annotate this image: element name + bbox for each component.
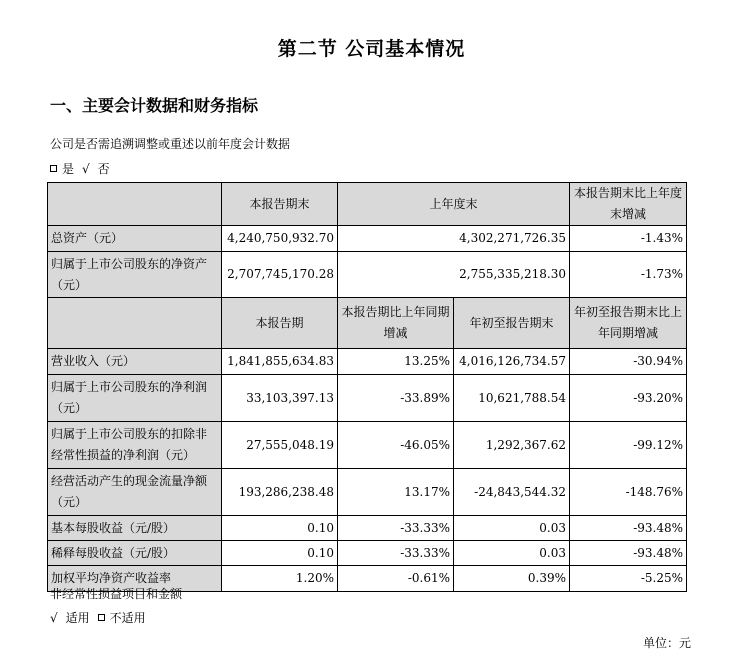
- page-title: 第二节 公司基本情况: [277, 38, 466, 60]
- applicable-label: 适用: [65, 611, 90, 625]
- table-cell: 13.25%: [338, 349, 454, 375]
- unit-label: 单位：元: [642, 636, 691, 650]
- restatement-question: 公司是否需追溯调整或重述以前年度会计数据: [50, 137, 291, 151]
- row-label: 稀释每股收益（元/股）: [48, 541, 222, 566]
- check-mark-icon: √: [82, 162, 90, 176]
- restatement-choice: [50, 162, 110, 176]
- table-cell: 1,841,855,634.83: [222, 349, 338, 375]
- table-cell: -46.05%: [338, 422, 454, 469]
- table-cell: 33,103,397.13: [222, 375, 338, 422]
- section-heading: 一、主要会计数据和财务指标: [50, 96, 259, 115]
- table1-header-cell: 本报告期末比上年度末增减: [570, 183, 687, 226]
- row-label: 归属于上市公司股东的扣除非经常性损益的净利润（元）: [48, 422, 222, 469]
- table1-header-cell: 上年度末: [338, 183, 570, 226]
- choice-no-label: 否: [97, 162, 110, 176]
- row-label: 总资产（元）: [48, 226, 222, 252]
- row-label: 归属于上市公司股东的净利润（元）: [48, 375, 222, 422]
- checkbox-not-applicable: [98, 614, 105, 621]
- row-label: 基本每股收益（元/股）: [48, 516, 222, 541]
- table-cell: 2,755,335,218.30: [338, 252, 570, 298]
- table-row: [48, 422, 687, 469]
- table-row: [48, 252, 687, 298]
- table-cell: 4,302,271,726.35: [338, 226, 570, 252]
- table-cell: -93.20%: [570, 375, 687, 422]
- row-label: 营业收入（元）: [48, 349, 222, 375]
- row-label: 经营活动产生的现金流量净额（元）: [48, 469, 222, 516]
- table-cell: 4,240,750,932.70: [222, 226, 338, 252]
- nonrecurring-heading: 非经常性损益项目和金额: [50, 587, 183, 601]
- table-cell: -33.33%: [338, 516, 454, 541]
- table2-header-cell: 本报告期比上年同期增减: [338, 298, 454, 349]
- table-row: [48, 469, 687, 516]
- table-cell: -0.61%: [338, 566, 454, 592]
- table-cell: 4,016,126,734.57: [454, 349, 570, 375]
- table-row: [48, 375, 687, 422]
- checkbox-yes: [50, 165, 57, 172]
- table-cell: -1.73%: [570, 252, 687, 298]
- table-cell: 10,621,788.54: [454, 375, 570, 422]
- table-cell: 13.17%: [338, 469, 454, 516]
- table-cell: -1.43%: [570, 226, 687, 252]
- table-cell: -99.12%: [570, 422, 687, 469]
- table-cell: 0.03: [454, 516, 570, 541]
- table2-header-cell: 本报告期: [222, 298, 338, 349]
- check-mark-icon: √: [50, 611, 58, 625]
- table2-header-cell: 年初至报告期末比上年同期增减: [570, 298, 687, 349]
- table-row: [48, 226, 687, 252]
- row-label: 加权平均净资产收益率: [48, 566, 222, 592]
- table-cell: -93.48%: [570, 516, 687, 541]
- table-cell: -148.76%: [570, 469, 687, 516]
- table-cell: -30.94%: [570, 349, 687, 375]
- table-cell: 193,286,238.48: [222, 469, 338, 516]
- table-cell: 1.20%: [222, 566, 338, 592]
- table2-header-blank: [48, 298, 222, 349]
- not-applicable-label: 不适用: [109, 611, 146, 625]
- table-row: [48, 349, 687, 375]
- table-cell: 0.39%: [454, 566, 570, 592]
- table1-header-row: [48, 183, 687, 226]
- table-cell: 0.10: [222, 541, 338, 566]
- financial-data-table: [47, 182, 687, 592]
- table-cell: -24,843,544.32: [454, 469, 570, 516]
- table-cell: 0.03: [454, 541, 570, 566]
- table2-header-cell: 年初至报告期末: [454, 298, 570, 349]
- table-cell: 0.10: [222, 516, 338, 541]
- table-cell: 27,555,048.19: [222, 422, 338, 469]
- table-cell: 1,292,367.62: [454, 422, 570, 469]
- table-cell: 2,707,745,170.28: [222, 252, 338, 298]
- table-row: [48, 541, 687, 566]
- table-cell: -33.89%: [338, 375, 454, 422]
- table-cell: -5.25%: [570, 566, 687, 592]
- table-cell: -33.33%: [338, 541, 454, 566]
- table2-header-row: [48, 298, 687, 349]
- table1-header-cell: 本报告期末: [222, 183, 338, 226]
- table-row: [48, 516, 687, 541]
- row-label: 归属于上市公司股东的净资产（元）: [48, 252, 222, 298]
- table-cell: -93.48%: [570, 541, 687, 566]
- choice-yes-label: 是: [62, 162, 75, 176]
- table1-header-blank: [48, 183, 222, 226]
- applicability-choice: [50, 611, 146, 625]
